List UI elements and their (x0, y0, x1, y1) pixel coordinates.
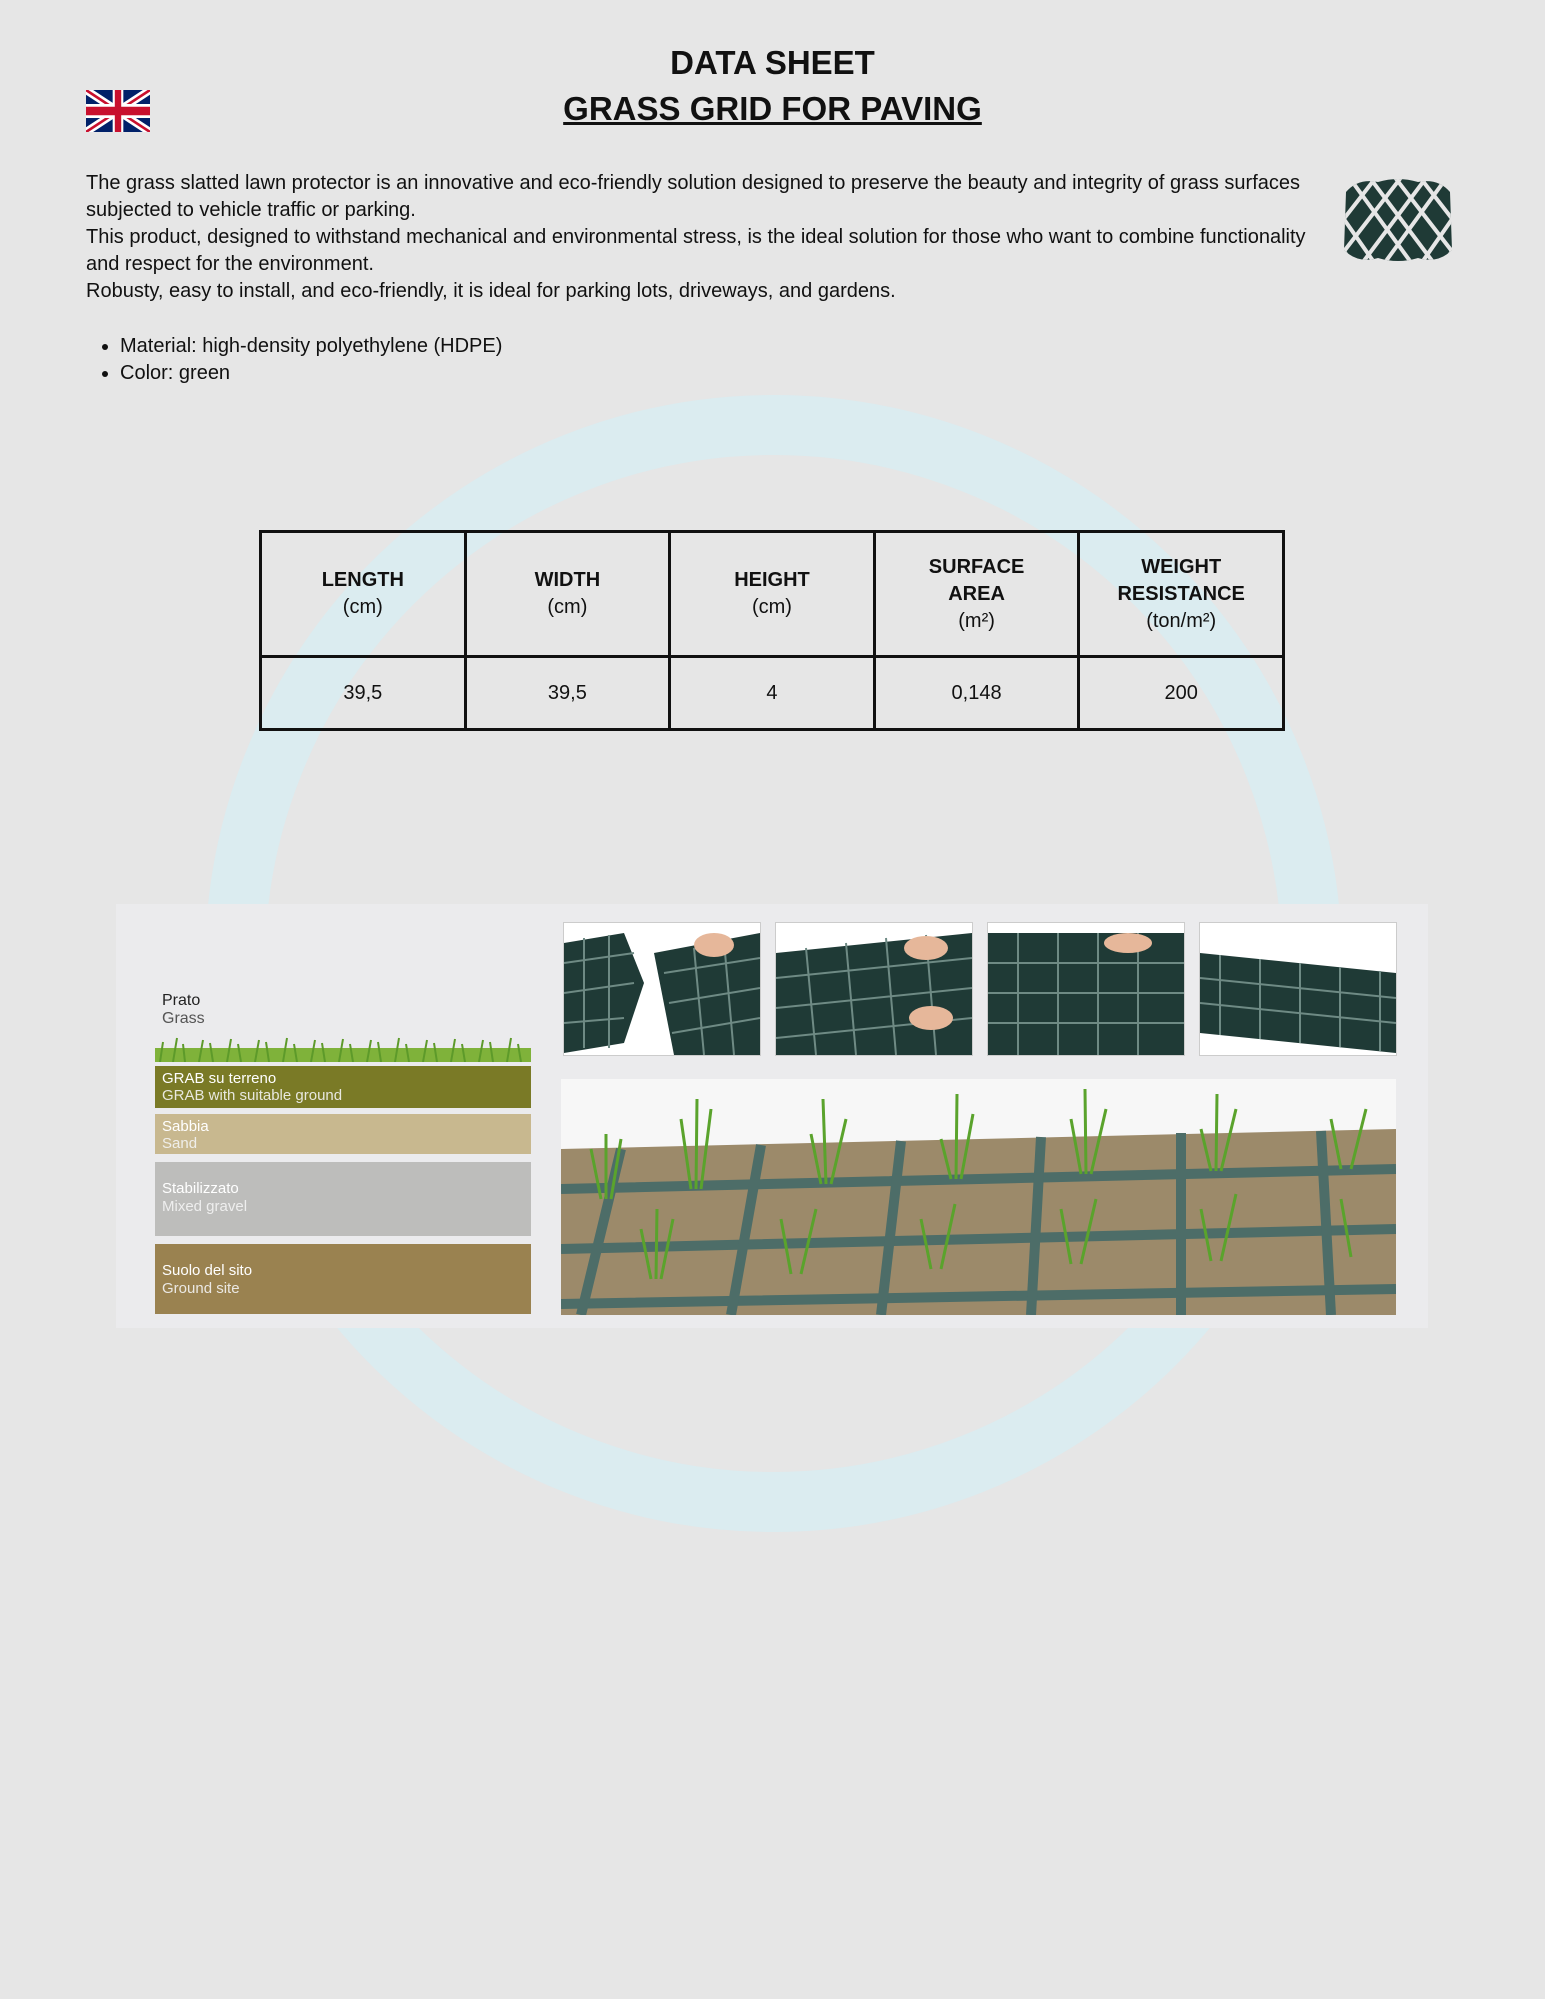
header-label: WIDTH (534, 569, 601, 591)
page-subtitle: GRASS GRID FOR PAVING (563, 90, 982, 127)
cell-weight-resistance: 200 (1079, 657, 1284, 730)
list-item: • Material: high-density polyethylene (HDPE) (120, 333, 502, 360)
grass-grid-installed-photo (561, 1079, 1396, 1315)
intro-paragraph: The grass slatted lawn protector is an innovative and eco-friendly solution designed to preserve the beauty and integrity of grass surfaces subjected to vehicle traffic or parking. (86, 172, 1301, 221)
intro-paragraph: Robusty, easy to install, and eco-friendly, it is ideal for parking lots, driveways, and gardens. (86, 280, 896, 302)
intro-paragraph: This product, designed to withstand mechanical and environmental stress, is the ideal solution for those who want to combine functionality and respect for the environment. (86, 226, 1306, 275)
cell-width: 39,5 (465, 657, 670, 730)
column-header-height (670, 532, 875, 657)
column-header-surface-area (874, 532, 1079, 657)
feature-list (86, 333, 502, 387)
list-item: • Color: green (120, 360, 502, 387)
layer-label-en: Mixed gravel (162, 1198, 248, 1215)
installation-photo-3 (987, 922, 1185, 1056)
cell-height: 4 (670, 657, 875, 730)
grass-grid-product-image (1338, 172, 1458, 268)
cell-surface-area: 0,148 (874, 657, 1079, 730)
layer-sand (155, 1114, 531, 1154)
header-label: HEIGHT (734, 569, 810, 591)
layer-label-en: Ground site (162, 1280, 240, 1297)
installation-photo-2 (775, 922, 973, 1056)
table-row (261, 657, 1284, 730)
page-title: DATA SHEET (670, 44, 875, 81)
header-label: WEIGHT RESISTANCE (1117, 555, 1245, 605)
column-header-length (261, 532, 466, 657)
column-header-width (465, 532, 670, 657)
grass-strip-icon (155, 1034, 531, 1062)
layer-ground (155, 1244, 531, 1314)
layer-label-it: GRAB su terreno (162, 1070, 277, 1087)
header-unit: (cm) (547, 596, 588, 618)
column-header-weight-resistance (1079, 532, 1284, 657)
specifications-table (259, 530, 1285, 731)
header-unit: (m²) (958, 609, 995, 632)
header-label: LENGTH (321, 569, 404, 591)
installation-photo-4 (1199, 922, 1397, 1056)
layer-label-it: Suolo del sito (162, 1262, 253, 1279)
grass-label-en: Grass (162, 1010, 205, 1027)
layer-gravel (155, 1162, 531, 1236)
installation-diagram (116, 904, 1428, 1328)
layer-label-en: GRAB with suitable ground (162, 1087, 343, 1104)
cell-length: 39,5 (261, 657, 466, 730)
grass-label-it: Prato (162, 992, 201, 1009)
layer-label-en: Sand (162, 1135, 198, 1152)
header-unit: (ton/m²) (1146, 609, 1217, 632)
header-unit: (cm) (751, 596, 792, 618)
table-header-row (261, 532, 1284, 657)
layer-label-it: Sabbia (162, 1118, 209, 1135)
intro-text (86, 170, 1326, 305)
header-unit: (cm) (342, 596, 383, 618)
header-label: SURFACE AREA (928, 555, 1025, 605)
layer-grab (155, 1066, 531, 1108)
layer-label-it: Stabilizzato (162, 1180, 239, 1197)
installation-photo-1 (563, 922, 761, 1056)
